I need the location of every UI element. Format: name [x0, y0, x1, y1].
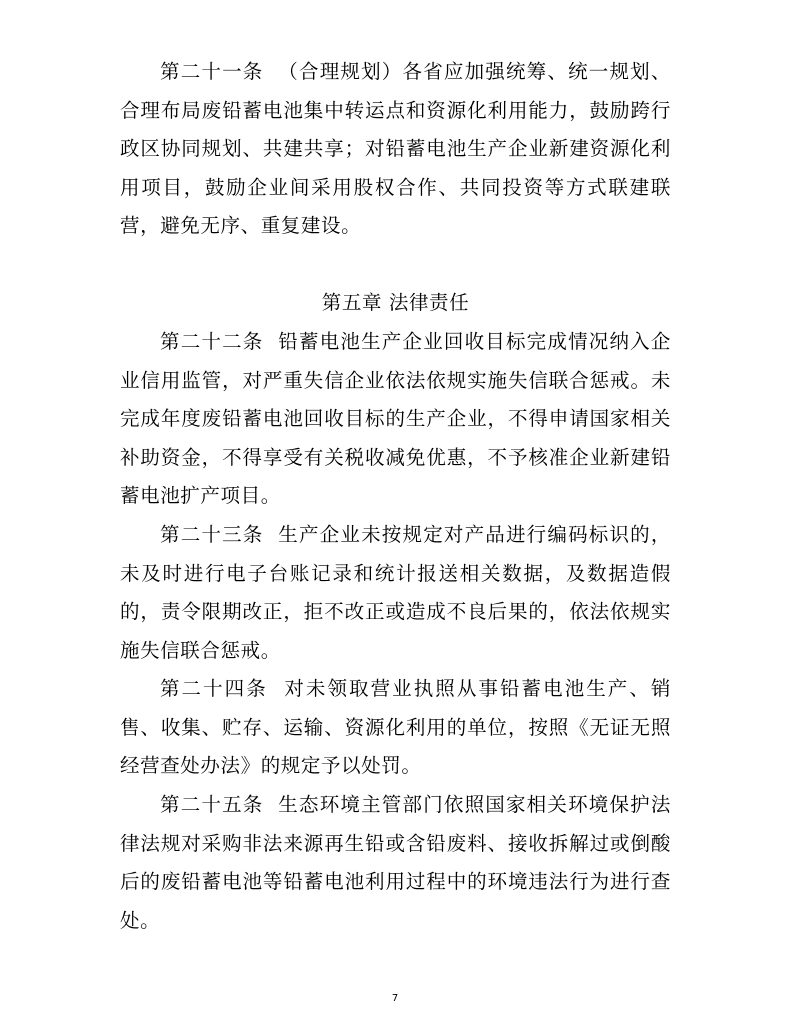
article-24-text: 对未领取营业执照从事铅蓄电池生产、销售、收集、贮存、运输、资源化利用的单位，按照《无证无照经营查处办法》的规定予以处罚。	[120, 677, 671, 777]
article-21-text: （合理规划）各省应加强统筹、统一规划、合理布局废铅蓄电池集中转运点和资源化利用能力，鼓励跨行政区协同规划、共建共享；对铅蓄电池生产企业新建资源化利用项目，鼓励企业间采用股权合作、共同投资等方式联建联营，避免无序、重复建设。	[120, 60, 671, 237]
chapter-heading: 第五章 法律责任	[321, 291, 470, 314]
article-23-label: 第二十三条	[160, 523, 264, 546]
article-22-text: 铅蓄电池生产企业回收目标完成情况纳入企业信用监管，对严重失信企业依法依规实施失信联合惩戒。未完成年度废铅蓄电池回收目标的生产企业，不得申请国家相关补助资金，不得享受有关税收减免优惠，不予核准企业新建铅蓄电池扩产项目。	[120, 330, 671, 507]
article-22-label: 第二十二条	[160, 330, 264, 353]
article-21-paragraph	[120, 53, 671, 246]
article-22-paragraph	[120, 323, 671, 516]
article-21-label: 第二十一条	[160, 60, 264, 83]
article-25-label: 第二十五条	[160, 793, 264, 816]
article-23-paragraph	[120, 516, 671, 670]
article-24-paragraph	[120, 670, 671, 786]
page-number: 7	[391, 993, 399, 1004]
article-23-text: 生产企业未按规定对产品进行编码标识的，未及时进行电子台账记录和统计报送相关数据，及数据造假的，责令限期改正，拒不改正或造成不良后果的，依法依规实施失信联合惩戒。	[120, 523, 671, 662]
article-25-paragraph	[120, 786, 671, 940]
article-25-text: 生态环境主管部门依照国家相关环境保护法律法规对采购非法来源再生铅或含铅废料、接收拆解过或倒酸后的废铅蓄电池等铅蓄电池利用过程中的环境违法行为进行查处。	[120, 793, 671, 932]
article-24-label: 第二十四条	[160, 677, 268, 700]
